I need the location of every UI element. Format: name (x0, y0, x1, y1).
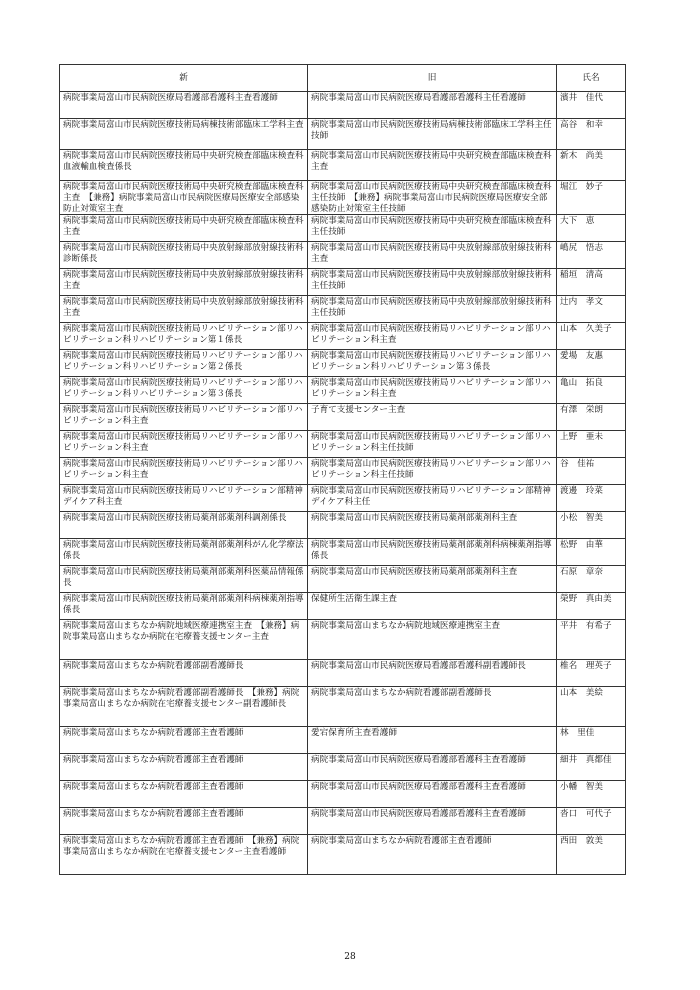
name-cell: 西田 敦美 (557, 835, 626, 875)
table-row (60, 215, 626, 242)
new-position-cell: 病院事業局富山市民病院医療技術局中央放射線部放射線技術科主査 (60, 269, 308, 296)
new-position-cell: 病院事業局富山まちなか病院地域医療連携室主査 【兼務】病院事業局富山まちなか病院在宅療養支援センター主査 (60, 620, 308, 660)
name-cell: 平井 有希子 (557, 620, 626, 660)
new-position-cell: 病院事業局富山市民病院医療技術局中央放射線部放射線技術科主査 (60, 296, 308, 323)
name-cell: 上野 亜未 (557, 431, 626, 458)
new-position-cell: 病院事業局富山市民病院医療技術局中央研究検査部臨床検査科主査 【兼務】病院事業局富山市民病院医療局医療安全部感染防止対策室主査 (60, 181, 308, 215)
old-position-cell: 病院事業局富山市民病院医療技術局中央研究検査部臨床検査科主任技師 (308, 215, 557, 242)
old-position-cell: 病院事業局富山市民病院医療局看護部看護科主任看護師 (308, 92, 557, 119)
name-cell: 堀江 妙子 (557, 181, 626, 215)
old-position-cell: 病院事業局富山市民病院医療局看護部看護科主査看護師 (308, 808, 557, 835)
old-position-cell: 病院事業局富山まちなか病院看護部副看護師長 (308, 687, 557, 727)
table-row (60, 350, 626, 377)
new-position-cell: 病院事業局富山市民病院医療技術局リハビリテーション部リハビリテーション科リハビリテーション第３係長 (60, 377, 308, 404)
new-position-cell: 病院事業局富山まちなか病院看護部主査看護師 【兼務】病院事業局富山まちなか病院在宅療養支援センター主査看護師 (60, 835, 308, 875)
table-row (60, 377, 626, 404)
table-row (60, 781, 626, 808)
table-row (60, 92, 626, 119)
name-cell: 榮野 真由美 (557, 593, 626, 620)
old-position-cell: 病院事業局富山市民病院医療局看護部看護科副看護師長 (308, 660, 557, 687)
column-header-new: 新 (60, 65, 308, 92)
old-position-cell: 病院事業局富山市民病院医療局看護部看護科主査看護師 (308, 781, 557, 808)
name-cell: 大下 恵 (557, 215, 626, 242)
new-position-cell: 病院事業局富山市民病院医療技術局薬剤部薬剤科病棟薬剤指導係長 (60, 593, 308, 620)
old-position-cell: 病院事業局富山市民病院医療技術局中央研究検査部臨床検査科主任技師 【兼務】病院事業局富山市民病院医療局医療安全部感染防止対策室主任技師 (308, 181, 557, 215)
table-row (60, 296, 626, 323)
table-row (60, 404, 626, 431)
name-cell: 小幡 智美 (557, 781, 626, 808)
table-row (60, 150, 626, 181)
table-row (60, 687, 626, 727)
old-position-cell: 保健所生活衛生課主査 (308, 593, 557, 620)
new-position-cell: 病院事業局富山まちなか病院看護部主査看護師 (60, 727, 308, 754)
table-row (60, 431, 626, 458)
column-header-old: 旧 (308, 65, 557, 92)
new-position-cell: 病院事業局富山市民病院医療技術局薬剤部薬剤科医薬品情報係長 (60, 566, 308, 593)
personnel-table (59, 64, 626, 875)
new-position-cell: 病院事業局富山まちなか病院看護部主査看護師 (60, 781, 308, 808)
table-row (60, 458, 626, 485)
name-cell: 林 里佳 (557, 727, 626, 754)
table-row (60, 835, 626, 875)
old-position-cell: 病院事業局富山市民病院医療技術局薬剤部薬剤科主査 (308, 512, 557, 539)
table-row (60, 485, 626, 512)
new-position-cell: 病院事業局富山市民病院医療技術局病棟技術部臨床工学科主査 (60, 119, 308, 150)
name-cell: 石原 章奈 (557, 566, 626, 593)
table-row (60, 660, 626, 687)
table-row (60, 808, 626, 835)
table-row (60, 181, 626, 215)
name-cell: 細井 真都佳 (557, 754, 626, 781)
new-position-cell: 病院事業局富山市民病院医療技術局リハビリテーション部リハビリテーション科主査 (60, 404, 308, 431)
name-cell: 辻内 孝文 (557, 296, 626, 323)
new-position-cell: 病院事業局富山市民病院医療技術局リハビリテーション部リハビリテーション科主査 (60, 458, 308, 485)
table-row (60, 727, 626, 754)
name-cell: 渡邊 玲菜 (557, 485, 626, 512)
old-position-cell: 病院事業局富山市民病院医療技術局中央放射線部放射線技術科主任技師 (308, 296, 557, 323)
table-row (60, 119, 626, 150)
table-row (60, 566, 626, 593)
table-row (60, 242, 626, 269)
table-row (60, 269, 626, 296)
old-position-cell: 病院事業局富山市民病院医療技術局薬剤部薬剤科主査 (308, 566, 557, 593)
new-position-cell: 病院事業局富山市民病院医療技術局リハビリテーション部リハビリテーション科リハビリテーション第２係長 (60, 350, 308, 377)
new-position-cell: 病院事業局富山市民病院医療技術局中央放射線部放射線技術科診断係長 (60, 242, 308, 269)
name-cell: 山本 美絵 (557, 687, 626, 727)
old-position-cell: 病院事業局富山市民病院医療技術局リハビリテーション部リハビリテーション科主査 (308, 323, 557, 350)
name-cell: 濱井 佳代 (557, 92, 626, 119)
old-position-cell: 病院事業局富山市民病院医療技術局リハビリテーション部リハビリテーション科主任技師 (308, 431, 557, 458)
table-row (60, 512, 626, 539)
name-cell: 沓口 可代子 (557, 808, 626, 835)
old-position-cell: 病院事業局富山まちなか病院地域医療連携室主査 (308, 620, 557, 660)
column-header-name: 氏名 (557, 65, 626, 92)
table-header-row (60, 65, 626, 92)
table-row (60, 620, 626, 660)
new-position-cell: 病院事業局富山市民病院医療技術局中央研究検査部臨床検査科主査 (60, 215, 308, 242)
new-position-cell: 病院事業局富山市民病院医療技術局リハビリテーション部精神デイケア科主査 (60, 485, 308, 512)
old-position-cell: 病院事業局富山市民病院医療技術局中央放射線部放射線技術科主任技師 (308, 269, 557, 296)
old-position-cell: 病院事業局富山市民病院医療技術局中央放射線部放射線技術科主査 (308, 242, 557, 269)
old-position-cell: 病院事業局富山市民病院医療技術局リハビリテーション部リハビリテーション科リハビリテーション第３係長 (308, 350, 557, 377)
new-position-cell: 病院事業局富山市民病院医療技術局リハビリテーション部リハビリテーション科主査 (60, 431, 308, 458)
table-row (60, 539, 626, 566)
old-position-cell: 病院事業局富山市民病院医療局看護部看護科主査看護師 (308, 754, 557, 781)
new-position-cell: 病院事業局富山市民病院医療技術局リハビリテーション部リハビリテーション科リハビリテーション第１係長 (60, 323, 308, 350)
table-row (60, 754, 626, 781)
old-position-cell: 病院事業局富山市民病院医療技術局リハビリテーション部リハビリテーション科主任技師 (308, 458, 557, 485)
new-position-cell: 病院事業局富山まちなか病院看護部副看護師長 【兼務】病院事業局富山まちなか病院在宅療養支援センター副看護師長 (60, 687, 308, 727)
name-cell: 谷 佳祐 (557, 458, 626, 485)
name-cell: 山本 久美子 (557, 323, 626, 350)
old-position-cell: 病院事業局富山まちなか病院看護部主査看護師 (308, 835, 557, 875)
new-position-cell: 病院事業局富山市民病院医療技術局中央研究検査部臨床検査科血液輸血検査係長 (60, 150, 308, 181)
old-position-cell: 愛宕保育所主査看護師 (308, 727, 557, 754)
new-position-cell: 病院事業局富山市民病院医療局看護部看護科主査看護師 (60, 92, 308, 119)
old-position-cell: 病院事業局富山市民病院医療技術局薬剤部薬剤科病棟薬剤指導係長 (308, 539, 557, 566)
name-cell: 新木 尚美 (557, 150, 626, 181)
name-cell: 愛場 友惠 (557, 350, 626, 377)
page-number: 28 (344, 952, 356, 962)
old-position-cell: 病院事業局富山市民病院医療技術局リハビリテーション部精神デイケア科主任 (308, 485, 557, 512)
new-position-cell: 病院事業局富山まちなか病院看護部主査看護師 (60, 754, 308, 781)
name-cell: 稲垣 清高 (557, 269, 626, 296)
name-cell: 松野 由華 (557, 539, 626, 566)
name-cell: 亀山 拓良 (557, 377, 626, 404)
name-cell: 嶋尻 悟志 (557, 242, 626, 269)
old-position-cell: 病院事業局富山市民病院医療技術局病棟技術部臨床工学科主任技師 (308, 119, 557, 150)
new-position-cell: 病院事業局富山市民病院医療技術局薬剤部薬剤科がん化学療法係長 (60, 539, 308, 566)
new-position-cell: 病院事業局富山まちなか病院看護部主査看護師 (60, 808, 308, 835)
name-cell: 有澤 栄朗 (557, 404, 626, 431)
name-cell: 椎名 理英子 (557, 660, 626, 687)
table-row (60, 323, 626, 350)
old-position-cell: 子育て支援センター主査 (308, 404, 557, 431)
table-row (60, 593, 626, 620)
old-position-cell: 病院事業局富山市民病院医療技術局中央研究検査部臨床検査科主査 (308, 150, 557, 181)
new-position-cell: 病院事業局富山まちなか病院看護部副看護師長 (60, 660, 308, 687)
name-cell: 高谷 和幸 (557, 119, 626, 150)
new-position-cell: 病院事業局富山市民病院医療技術局薬剤部薬剤科調剤係長 (60, 512, 308, 539)
old-position-cell: 病院事業局富山市民病院医療技術局リハビリテーション部リハビリテーション科主査 (308, 377, 557, 404)
name-cell: 小松 智美 (557, 512, 626, 539)
